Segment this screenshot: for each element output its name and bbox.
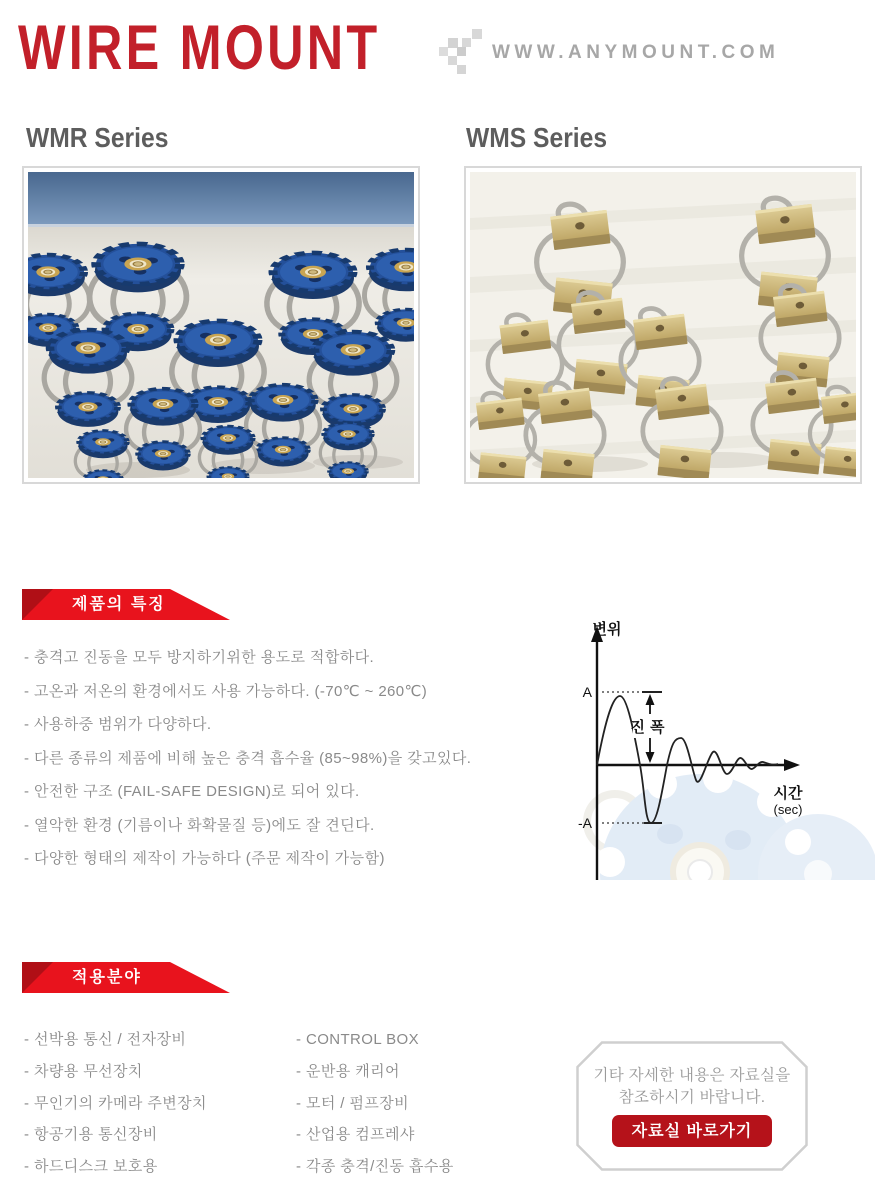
feature-item: - 열악한 환경 (기름이나 화확물질 등)에도 잘 견딘다.: [24, 816, 375, 834]
info-text-line2: 참조하시기 바랍니다.: [618, 1089, 766, 1106]
feature-item: - 고온과 저온의 환경에서도 사용 가능하다. (-70℃ ~ 260℃): [24, 682, 428, 700]
feature-list: [24, 641, 569, 876]
info-box: [576, 1041, 808, 1171]
trough-label: -A: [578, 815, 592, 831]
application-list-column2: [296, 1024, 454, 1183]
feature-item: - 안전한 구조 (FAIL-SAFE DESIGN)로 되어 있다.: [24, 783, 360, 800]
features-banner-label: 제품의 특징: [72, 596, 166, 613]
application-item: - 운반용 캐리어: [296, 1062, 400, 1080]
feature-item: - 다양한 형태의 제작이 가능하다 (주문 제작이 가능함): [24, 850, 385, 867]
x-axis-arrow-icon: [784, 759, 800, 771]
pixel-logo-icon: [433, 26, 485, 76]
application-item: - 차량용 무선장치: [24, 1062, 143, 1080]
x-axis-unit: (sec): [773, 802, 803, 817]
wmr-product-photo: [28, 172, 414, 478]
features-banner: [22, 589, 232, 620]
feature-item: - 충격고 진동을 모두 방지하기위한 용도로 적합하다.: [24, 649, 375, 666]
feature-item: - 사용하중 범위가 다양하다.: [24, 716, 212, 733]
application-item: - 무인기의 카메라 주변장치: [24, 1094, 207, 1112]
peak-label: A: [582, 684, 592, 700]
page-title: WIRE MOUNT: [18, 13, 381, 83]
y-axis-label: 변위: [592, 621, 622, 638]
header: [18, 13, 471, 83]
info-text: [576, 1065, 808, 1109]
x-axis-label: 시간: [773, 785, 803, 802]
application-item: - 모터 / 펌프장비: [296, 1094, 410, 1112]
applications-banner: [22, 962, 232, 993]
application-item: - 각종 충격/진동 흡수용: [296, 1158, 454, 1176]
application-item: - CONTROL BOX: [296, 1031, 419, 1048]
watermark-product-image: [587, 763, 875, 880]
application-item: - 선박용 통신 / 전자장비: [24, 1031, 187, 1048]
wmr-photo-frame: [22, 166, 420, 484]
feature-item: - 다른 종류의 제품에 비해 높은 충격 흡수율 (85~98%)을 갖고있다.: [24, 749, 472, 767]
application-item: - 산업용 컴프레샤: [296, 1126, 415, 1144]
applications-banner-label: 적용분야: [72, 969, 142, 986]
damped-oscillation-graph: [550, 612, 875, 880]
archive-link-button[interactable]: 자료실 바로가기: [612, 1115, 772, 1147]
info-text-line1: 기타 자세한 내용은 자료실을: [593, 1067, 791, 1084]
wms-product-photo: [470, 172, 856, 478]
website-url: WWW.ANYMOUNT.COM: [492, 42, 780, 63]
wms-series-title: WMS Series: [466, 122, 608, 153]
application-item: - 하드디스크 보호용: [24, 1158, 158, 1176]
wms-photo-frame: [464, 166, 862, 484]
application-item: - 항공기용 통신장비: [24, 1126, 158, 1144]
amplitude-label: 진폭: [630, 719, 670, 736]
application-list-column1: [24, 1024, 207, 1183]
wmr-series-title: WMR Series: [26, 122, 169, 153]
